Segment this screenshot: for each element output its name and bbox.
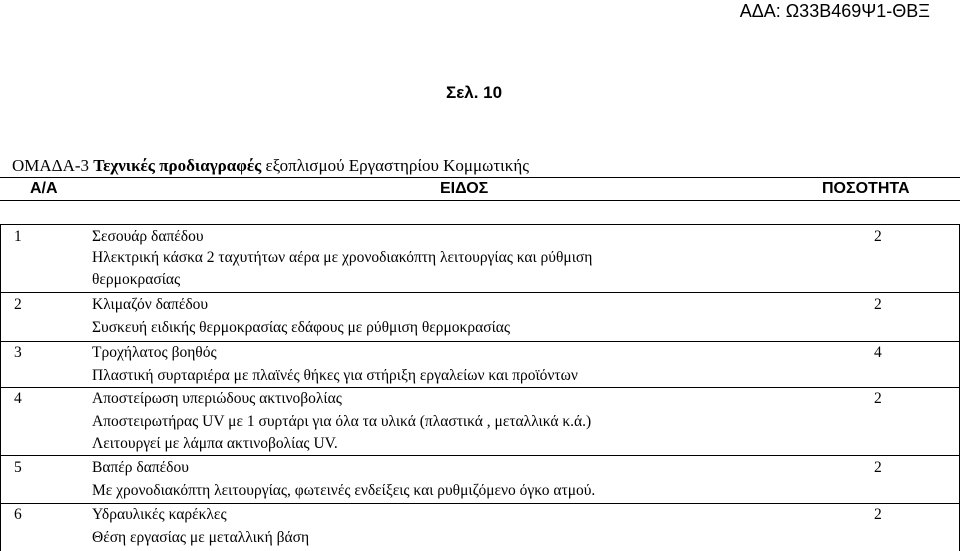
row-divider [0,292,960,293]
row-3-line-2: Πλαστική συρταριέρα με πλαϊνές θήκες για στήριξη εργαλείων και προϊόντων [92,367,578,384]
row-6-line-2: Θέση εργασίας με μεταλλική βάση [92,529,310,546]
heading-group: ΟΜΑΔΑ-3 [12,156,94,175]
header-bottom-border [0,200,960,201]
row-1-line-3: θερμοκρασίας [92,271,181,288]
column-header-quantity: ΠΟΣΟΤΗΤΑ [822,180,910,197]
column-header-index: Α/Α [30,180,58,197]
row-2-index: 2 [14,296,22,313]
row-3-line-1: Τροχήλατος βοηθός [92,344,217,361]
row-5-line-2: Με χρονοδιακόπτη λειτουργίας, φωτεινές ενδείξεις και ρυθμιζόμενο όγκο ατμού. [92,482,596,499]
column-header-item: ΕΙΔΟΣ [440,180,489,197]
heading-rest: εξοπλισμού Εργαστηρίου Κομμωτικής [261,156,529,175]
table-top-border [0,177,960,178]
row-4-line-2: Αποστειρωτήρας UV με 1 συρτάρι για όλα τα υλικά (πλαστικά , μεταλλικά κ.ά.) [92,413,592,430]
row-3-quantity: 4 [874,344,882,361]
row-4-quantity: 2 [874,390,882,407]
page-number: Σελ. 10 [446,83,503,102]
row-1-index: 1 [14,228,22,245]
row-divider [0,455,960,456]
row-2-line-2: Συσκευή ειδικής θερμοκρασίας εδάφους με ρύθμιση θερμοκρασίας [92,319,511,336]
ada-code: ΑΔΑ: Ω33Β469Ψ1-ΘΒΞ [739,1,930,21]
row-1-quantity: 2 [874,228,882,245]
row-5-quantity: 2 [874,459,882,476]
heading-title: Τεχνικές προδιαγραφές [93,156,262,175]
section-heading [12,155,529,177]
row-5-line-1: Βαπέρ δαπέδου [92,459,189,476]
row-6-quantity: 2 [874,506,882,523]
row-4-line-1: Αποστείρωση υπεριώδους ακτινοβολίας [92,390,342,407]
row-6-index: 6 [14,506,22,523]
row-4-index: 4 [14,390,22,407]
row-1-line-1: Σεσουάρ δαπέδου [92,228,204,245]
row-4-line-3: Λειτουργεί με λάμπα ακτινοβολίας UV. [92,435,338,452]
row-3-index: 3 [14,344,22,361]
row-6-line-1: Υδραυλικές καρέκλες [92,506,227,523]
row-1-line-2: Ηλεκτρική κάσκα 2 ταχυτήτων αέρα με χρονοδιακόπτη λειτουργίας και ρύθμιση [92,249,593,266]
table-body-top-border [0,224,960,225]
row-2-quantity: 2 [874,296,882,313]
row-5-index: 5 [14,459,22,476]
row-2-line-1: Κλιμαζόν δαπέδου [92,296,209,313]
